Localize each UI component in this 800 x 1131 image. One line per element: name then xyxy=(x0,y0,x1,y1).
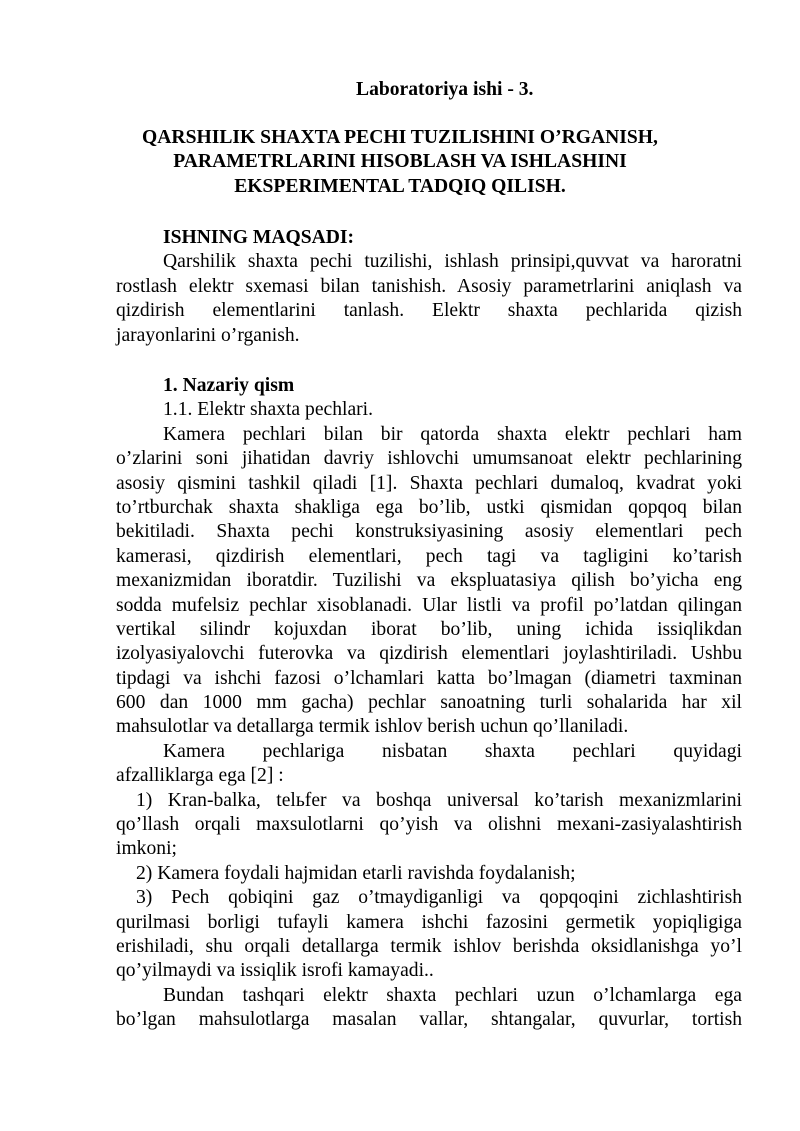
paragraph-line: mahsulotlar va detallarga termik ishlov berish uchun qo’llaniladi. xyxy=(116,716,629,738)
paragraph-line: Bundan tashqari elektr shaxta pechlari uzun o’lchamlarga ega xyxy=(163,984,742,1006)
paragraph-line: o’zlarini soni jihatidan davriy ishlovchi umumsanoat elektr pechlarining xyxy=(116,448,742,470)
list-item-line: erishiladi, shu orqali detallarga termik ishlov berishda oksidlanishga yo’l xyxy=(116,935,742,957)
paragraph-line: tipdagi va ishchi fazosi o’lchamlari katta bo’lmagan (diametri taxminan xyxy=(116,667,742,689)
list-item-line: qurilmasi borligi tufayli kamera ishchi fazosini germetik yopiqligiga xyxy=(116,911,742,933)
lab-title: Laboratoriya ishi - 3. xyxy=(356,79,534,100)
list-item-line: qo’yilmaydi va issiqlik isrofi kamayadi.. xyxy=(116,960,434,982)
list-item-line: 3) Pech qobiqini gaz o’tmaydiganligi va qopqoqini zichlashtirish xyxy=(136,887,742,909)
paragraph-line: Qarshilik shaxta pechi tuzilishi, ishlash prinsipi,quvvat va haroratni xyxy=(163,251,742,273)
maqsad-section xyxy=(116,226,742,348)
paragraph-line: jarayonlarini o’rganish. xyxy=(116,324,300,346)
main-title-line: PARAMETRLARINI HISOBLASH VA ISHLASHINI xyxy=(173,151,627,173)
maqsad-heading: ISHNING MAQSADI: xyxy=(163,227,355,248)
paragraph-line: bo’lgan mahsulotlarga masalan vallar, shtangalar, quvurlar, tortish xyxy=(116,1009,742,1031)
paragraph-line: bekitiladi. Shaxta pechi konstruksiyasining asosiy elementlari pech xyxy=(116,521,742,543)
paragraph-line: mexanizmidan iboratdir. Tuzilishi va ekspluatasiya qilish bo’yicha eng xyxy=(116,570,742,592)
main-title xyxy=(100,126,700,199)
list-item-line: 1) Kran-balka, telьfer va boshqa universal ko’tarish mexanizmlarini xyxy=(136,789,742,811)
main-title-line: QARSHILIK SHAXTA PECHI TUZILISHINI O’RGANISH, xyxy=(142,127,658,148)
paragraph-line: afzalliklarga ega [2] : xyxy=(116,765,284,787)
paragraph-line: izolyasiyalovchi futerovka va qizdirish elementlari joylashtiriladi. Ushbu xyxy=(116,643,742,665)
paragraph-line: qizdirish elementlarini tanlash. Elektr shaxta pechlarida qizish xyxy=(116,300,742,322)
list-item-line: qo’llash orqali maxsulotlarni qo’yish va olishni mexani-zasiyalashtirish xyxy=(116,814,742,836)
paragraph-line: to’rtburchak shaxta shakliga ega bo’lib, ustki qismidan qopqoq bilan xyxy=(116,496,742,518)
paragraph-line: asosiy qismini tashkil qiladi [1]. Shaxta pechlari dumaloq, kvadrat yoki xyxy=(116,472,742,494)
list-item-line: 2) Kamera foydali hajmidan etarli ravishda foydalanish; xyxy=(136,862,576,884)
paragraph-line: Kamera pechlariga nisbatan shaxta pechlari quyidagi xyxy=(163,740,742,762)
list-item-line: imkoni; xyxy=(116,838,177,860)
paragraph-line: Kamera pechlari bilan bir qatorda shaxta elektr pechlari ham xyxy=(163,423,742,445)
paragraph-line: vertikal silindr kojuxdan iborat bo’lib, uning ichida issiqlikdan xyxy=(116,618,742,640)
paragraph-line: sodda mufelsiz pechlar xisoblanadi. Ular listli va profil po’latdan qilingan xyxy=(116,594,742,616)
paragraph-line: kamerasi, qizdirish elementlari, pech tagi va tagligini ko’tarish xyxy=(116,545,742,567)
paragraph-line: rostlash elektr sxemasi bilan tanishish. Asosiy parametrlarini aniqlash va xyxy=(116,275,742,297)
main-title-line: EKSPERIMENTAL TADQIQ QILISH. xyxy=(234,175,566,197)
section-heading: 1. Nazariy qism xyxy=(163,375,295,396)
subsection-heading: 1.1. Elektr shaxta pechlari. xyxy=(163,399,374,421)
theory-section xyxy=(116,374,742,1033)
paragraph-line: 600 dan 1000 mm gacha) pechlar sanoatning turli sohalarida har xil xyxy=(116,692,742,714)
